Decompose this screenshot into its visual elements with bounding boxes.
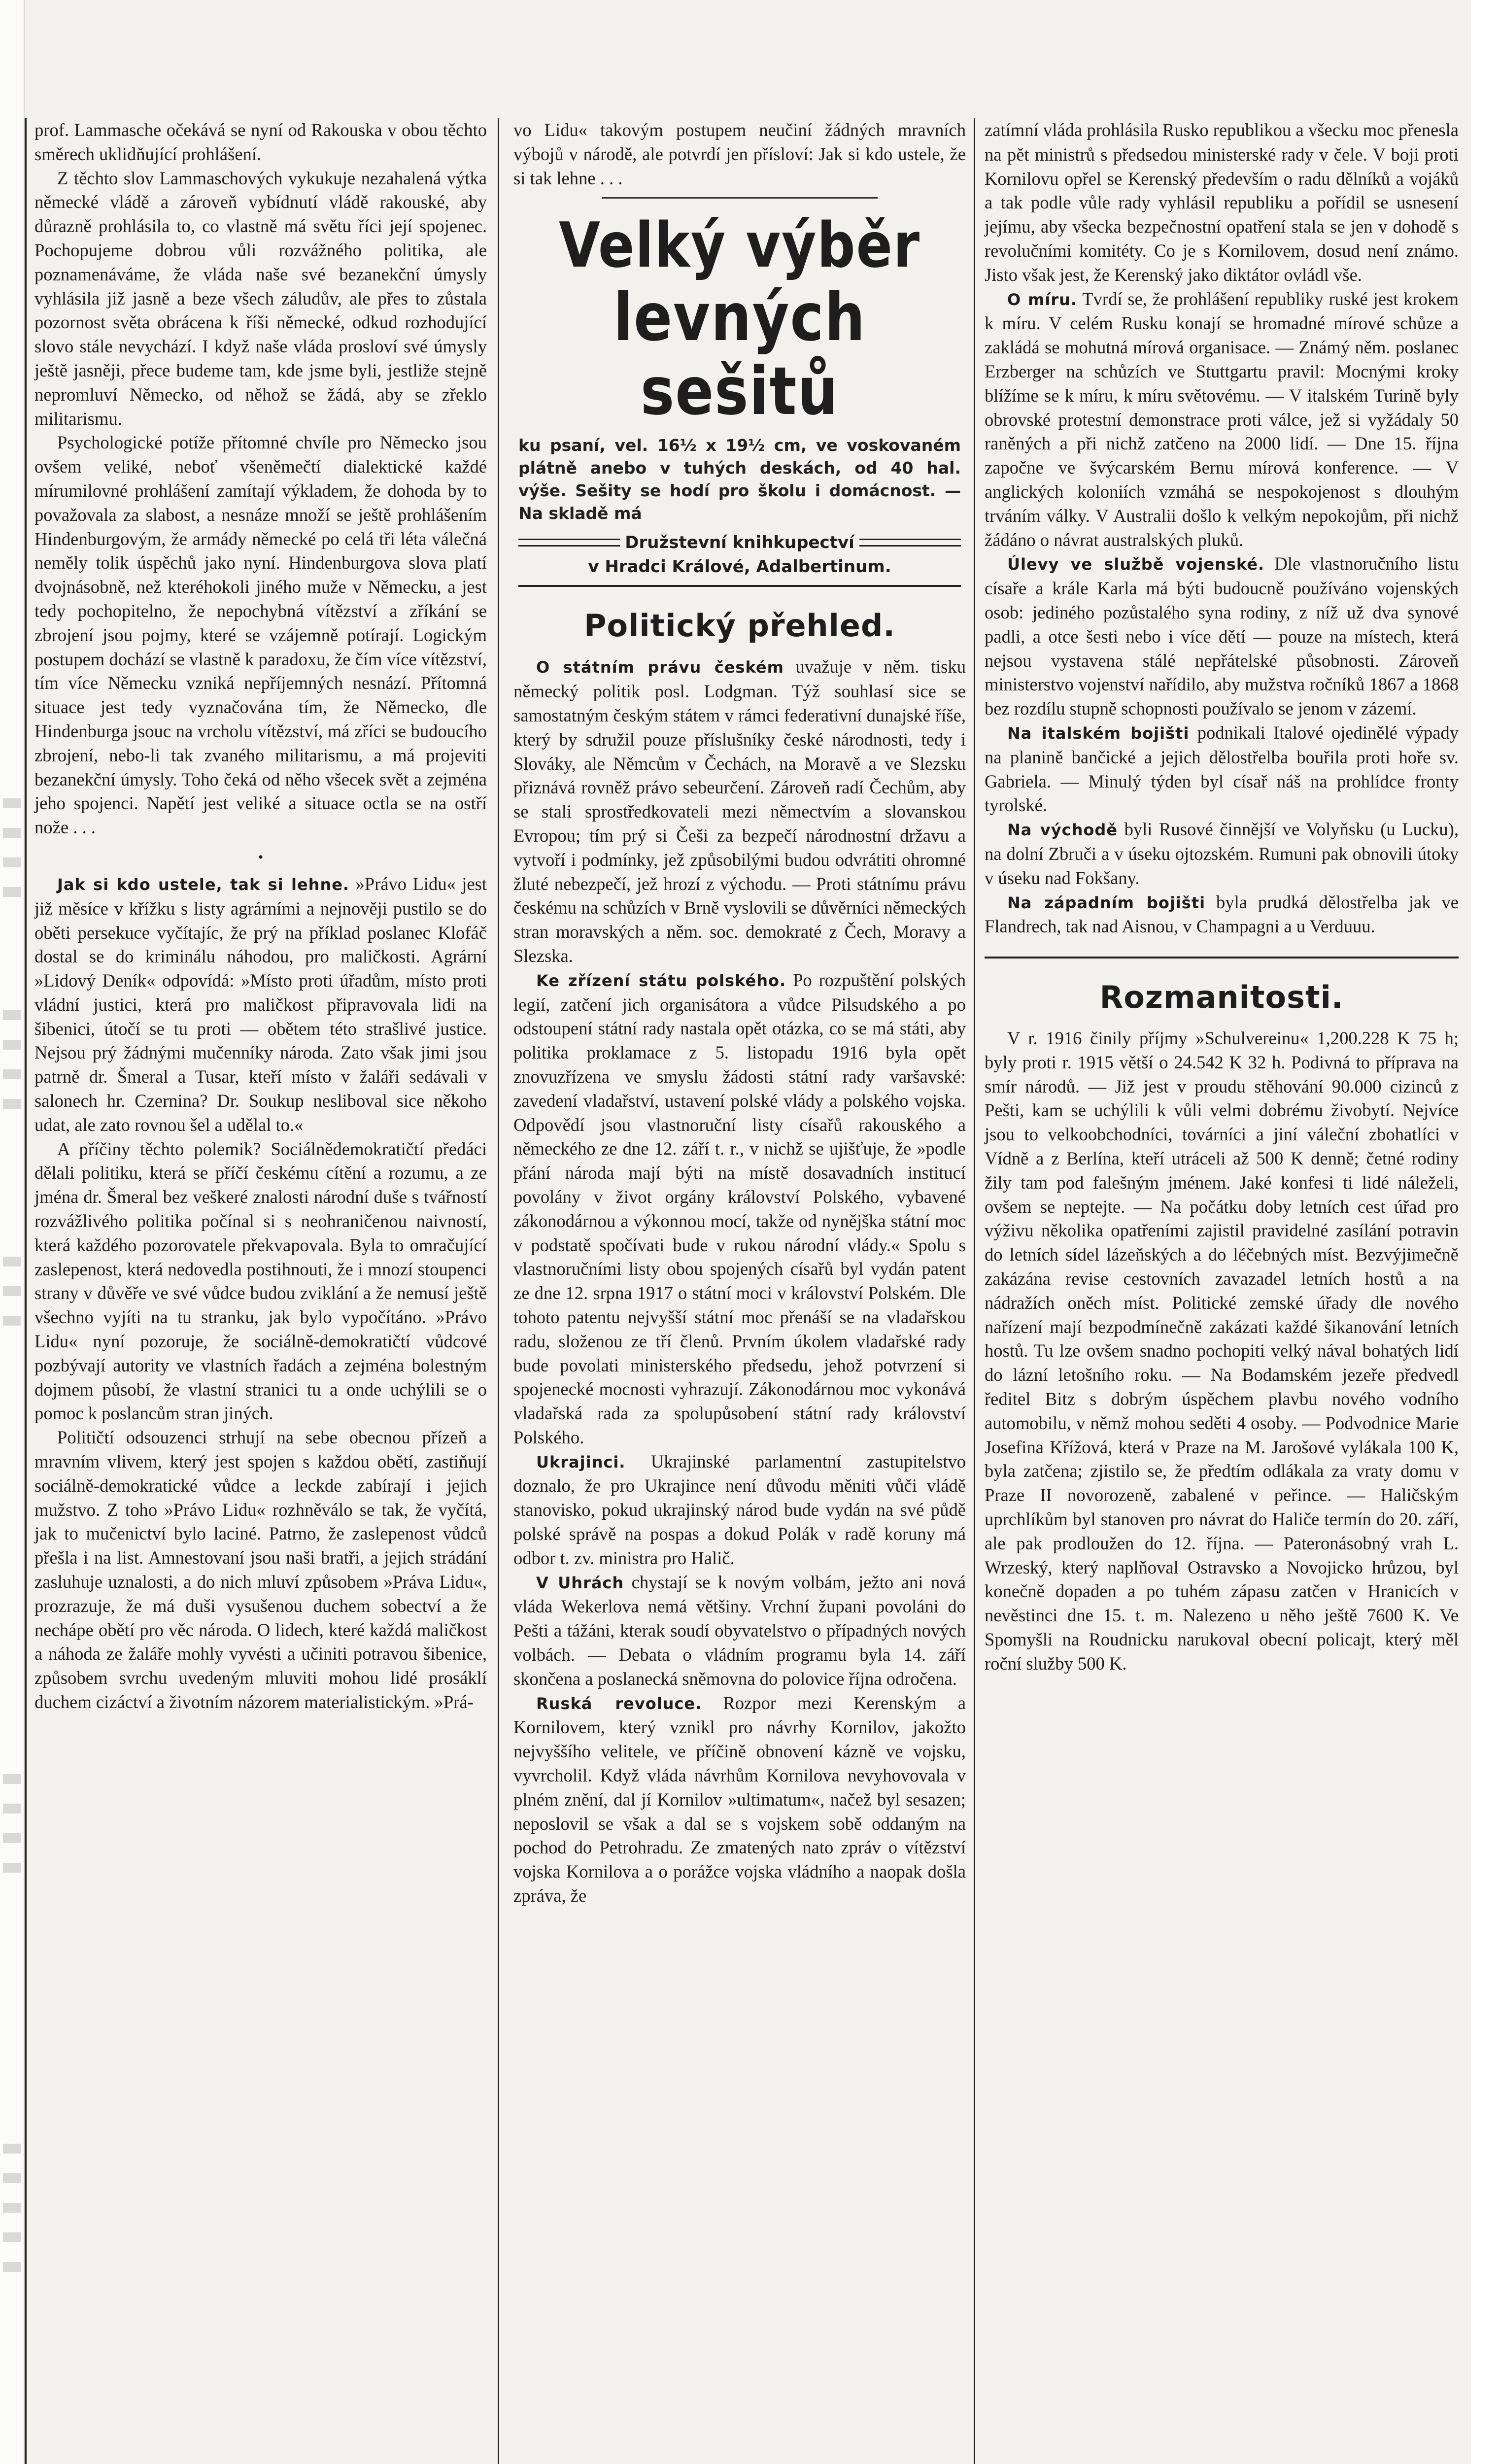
facing-page-bleed bbox=[0, 0, 25, 2464]
news-text: Tvrdí se, že prohlášení republiky ruské jest krokem k míru. V celém Rusku konají se hromadné mírové schůze a zakládá se mohutná mírová organisace. — Známý něm. poslanec Erzberger na schůzích ve Stuttgartu pravil: Mocnými kroky blížíme se k míru, k míru světovému. — V italském Turině byly obrovské protestní demonstrace proti válce, jež si vyžádaly 50 raněných a při nichž zatčeno na 2000 lidí. — Dne 15. října započne ve švýcarském Bernu mírová konference. — V anglických koloniích vzmáhá se nespokojenost s dlouhým trváním války. V Australii došlo k velkým nepokojům, při nichž žádáno o návrat australských pluků. bbox=[985, 288, 1459, 550]
news-item bbox=[513, 1571, 966, 1691]
news-item bbox=[985, 287, 1459, 552]
news-text: chystají se k novým volbám, ježto ani nová vláda Wekerlova nemá většiny. Vrchní župani povoláni do Pešti a tážáni, kterak soudí obyvatelstvo o případných nových volbách. — Debata o vládním programu byla 14. září skončena a poslanecká sněmovna do polovice října odročena. bbox=[513, 1572, 966, 1689]
news-text: uvažuje v něm. tisku německý politik posl. Lodgman. Týž souhlasí sice se samostatným českým státem v rámci federativní dunajské říše, který by sdružil pouze příslušníky české národnosti, tedy i Slováky, ale Němcům v Čechách, na Moravě a ve Slezsku přiznává rovněž právo sebeurčení. Zároveň radí Čechům, aby se stali sprostředkovateli mezi němectvím a slovanskou Evropou; tím prý si Češi za bezpečí národnostní državu a vytvoří i podmínky, jež způsobilými budou odvrátiti ohromné žluté nebezpečí, jež hrozí z východu. — Proti státnímu právu českému na schůzích v Brně vyslovili se důvěrníci německých stran moravských a něm. soc. demokraté z Čech, Moravy a Slezska. bbox=[513, 656, 966, 966]
news-text: Dle vlastnoručního listu císaře a krále Karla má býti budoucně používáno vojenských osob: jediného pozůstalého syna rodiny, z níž už dva synové padli, a otce šesti nebo i více dětí — pouze na místech, která nejsou vystavena stálé nepřátelské působnosti. Zároveň ministerstvo vojenství nařídilo, aby mužstva ročníků 1867 a 1868 bez rozdílu stupně schopnosti používalo se jenom v zázemí. bbox=[985, 553, 1459, 719]
news-text: Rozpor mezi Kerenským a Kornilovem, který vznikl pro návrhy Kornilov, jakožto nejvyššího velitele, ve příčině obnovení kázně ve vojsku, vyvrcholil. Když vláda návrhům Kornilova nevyhovovala v plném znění, dal jí Kornilov »ultimatum«, načež byl sesazen; neposlovil se však a dal se s vojskem sobě oddaným na pochod do Petrohradu. Ze zmatených nato zpráv o vítězství vojska Kornilova a o porážce vojska vládního a naopak došla zpráva, že bbox=[513, 1692, 966, 1906]
ad-seller-address: v Hradci Králové, Adalbertinum. bbox=[588, 557, 891, 577]
news-item bbox=[513, 655, 966, 968]
news-item bbox=[513, 1450, 966, 1571]
article-continuation: vo Lidu« takovým postupem neučiní žádných mravních výbojů v národě, ale potvrdí jen přísloví: Jak si kdo ustele, že si tak lehne . . . bbox=[513, 120, 966, 188]
article-paragraph: Psychologické potíže přítomné chvíle pro Německo jsou ovšem veliké, neboť všeněmečtí dialektické každé mírumilovné prohlášení zamítají výkladem, že dohoda by to považovala za slabost, a nesnáze množí se ještě prohlášením Hindenburgovým, že armády německé po celá tři léta válečná neměly tolik úspěchů jako nyní. Hindenburgova slova platí dvojnásobně, než kteréhokoli jiného muže v Německu, a jest tedy pochopitelno, že nepochybná vítězství a zříkání se zbrojení jsou pojmy, které se vzájemně potírají. Logickým postupem dochází se vlastně k paradoxu, že čím více vítězství, tím více Německu vzniká nepříjemných nesnází. Přítomná situace jest tedy vyznačována tím, že Německo, dle Hindenburga jsouc na vrcholu vítězství, má zříci se budoucího zbrojení, nebo-li tak zvaného militarismu, a má projeviti bezanekční úmysly. Toho čeká od něho všecek svět a zejména jeho spojenci. Napětí jest veliké a situace octla se na ostří nože . . . bbox=[34, 432, 487, 838]
ad-seller-bar bbox=[518, 532, 961, 553]
news-item bbox=[985, 118, 1459, 287]
column-divider-1 bbox=[498, 118, 499, 2464]
news-lead-in: Ruská revoluce. bbox=[536, 1694, 702, 1713]
news-item bbox=[985, 818, 1459, 890]
news-lead-in: Na západním bojišti bbox=[1007, 893, 1206, 912]
column-3 bbox=[985, 118, 1459, 1676]
section-star-divider: • bbox=[258, 849, 264, 865]
news-item bbox=[513, 1691, 966, 1908]
advertisement bbox=[513, 210, 966, 587]
news-item bbox=[985, 721, 1459, 818]
news-text: byli Rusové činnější ve Volyňsku (u Lucku), na dolní Zbruči a v úseku ojtozském. Rumuni pak obnovili útoky v úseku nad Fokšany. bbox=[985, 819, 1459, 888]
column-2 bbox=[513, 118, 966, 1908]
news-text: podnikali Italové ojedinělé výpady na planině bančické a jejich dělostřelba bouřila proti hoře sv. Gabriela. — Minulý týden byl císař náš na prohlídce fronty tyrolské. bbox=[985, 722, 1459, 816]
section-title-political: Politický přehled. bbox=[584, 608, 895, 644]
news-lead-in: O státním právu českém bbox=[536, 658, 784, 677]
news-item bbox=[513, 968, 966, 1450]
ad-bottom-rule bbox=[518, 585, 961, 587]
news-lead-in: Na italském bojišti bbox=[1007, 723, 1190, 743]
miscellany-text: V r. 1916 činily příjmy »Schulvereinu« 1,200.228 K 75 h; byly proti r. 1915 větší o 24.542 K 32 h. Podivná to příprava na smír národů. — Již jest v proudu stěhování 90.000 cizinců z Pešti, kam se uchýlili k vůli velmi dobrému živobytí. Nejvíce jsou to velkoobchodníci, továrníci a jiní váleční zbohatlíci v Vídně a z Berlína, kteří utráceli až 500 K denně; četné rodiny žily tam pod falešným jménem. Jaké konfesi ti lidé náleželi, ovšem se neptejte. — Na počátku doby letních cest úřad pro výživu několika opatřeními zajistil pravidelné zasílání potravin do letních sídel lázeňských a do léčebných míst. Bezvýjimečně zakázána revise cestovních zavazadel letních hostů a na nádražích oněch míst. Politické zemské úřady dle nového nařízení mají bezpodmínečně zakázati každé šikanování letních hostů. Tu lze ovšem snadno pochopiti velký nával bohatých lidí do lázní letošního roku. — Na Bodamském jezeře předvedl ředitel Bitz s dobrým úspěchem plavbu nového vodního automobilu, v němž mohou seděti 4 osoby. — Podvodnice Marie Josefina Křížová, která v Praze na M. Jarošové vylákala 100 K, byla zatčena; zjistilo se, že předtím odlákala za vraty domu v Praze II novorozeně, zabalené v peřince. — Haličským uprchlíkům byl stanoven pro návrat do Haliče termín do 20. září, ale pak prodloužen do 12. října. — Pateronásobný vrah L. Wrzeský, který naplňoval Ostravsko a Novojicko hrůzou, byl konečně dopaden a po tuhém zápasu zatčen v Hranicích v nevěstinci dne 15. t. m. Nalezeno u něho ještě 7600 K. Ve Spomyšli na Roudnicku narukoval obecní policajt, který měl roční služby 500 K. bbox=[985, 1028, 1459, 1674]
news-lead-in: V Uhrách bbox=[536, 1573, 624, 1592]
section-rule bbox=[985, 957, 1459, 958]
article-text: »Právo Lidu« jest již měsíce v křížku s listy agrárními a nejnověji pustilo se do oběti persekuce vyčítajíc, že prý na příklad poslanec Klofáč dostal se do kriminálu náhodou, pro maličkosti. Agrární »Lidový Deník« odpovídá: »Místo proti úřadům, místo proti vládní justici, která pro maličkost připravovala lidi na šibenici, útočí se tu proti — obětem této strašlivé justice. Nejsou prý žádnými mučenníky národa. Zato však jimi jsou patrně dr. Šmeral a Tusar, kteří místo v žaláři sedávali v salonech hr. Czernina? Dr. Soukup nesliboval sice někoho udat, ale zato rovnou šel a udělal to.« bbox=[34, 873, 487, 1135]
ad-body-text: ku psaní, vel. 16½ x 19½ cm, ve voskovaném plátně anebo v tuhých deskách, od 40 hal. výše. Sešity se hodí pro školu i domácnost. — Na skladě má bbox=[518, 436, 961, 523]
news-lead-in: Úlevy ve službě vojenské. bbox=[1007, 555, 1265, 574]
article-paragraph: prof. Lammasche očekává se nyní od Rakouska v obou těchto směrech uklidňující prohlášení. bbox=[34, 120, 487, 164]
news-lead-in: Ke zřízení státu polského. bbox=[536, 971, 786, 990]
news-item bbox=[985, 890, 1459, 939]
ad-title-line-2: levných sešitů bbox=[613, 279, 866, 430]
news-text: Ukrajinské parlamentní zastupitelstvo doznalo, že pro Ukrajince není důvodu měniti vůči vládě stanovisko, pokud ukrajinský národ bude vydán na své půdě polské správě na pospas a dokud Polák v radě koruny má odbor t. zv. ministra pro Halič. bbox=[513, 1451, 966, 1568]
ad-seller-name: Družstevní knihkupectví bbox=[625, 533, 854, 553]
news-text: zatímní vláda prohlásila Rusko republikou a všecku moc přenesla na pět ministrů s předsedou ministerské rady v čele. V boji proti Kornilovu opřel se Kerenský především o radu dělníků a vojáků a tak podle vůle rady vyhlásil republiku a pořídil se usnesení jejímu, aby všecka bezpečnostní opatření stala se jen v dohodě s revolučními komitéty. Co je s Kornilovem, dosud není známo. Jisto však jest, že Kerenský jako diktátor ovládl vše. bbox=[985, 120, 1459, 285]
news-item bbox=[985, 552, 1459, 721]
column-divider-2 bbox=[974, 118, 975, 2464]
article-paragraph: Političtí odsouzenci strhují na sebe obecnou přízeň a mravním vlivem, který jest spojen s každou obětí, zastiňují sociálně-demokratické vůdce a leckde zabírají i jejich mužstvo. Z toho »Právo Lidu« rozhněválo se tak, že vyčítá, jak to mučenictví bylo laciné. Patrno, že zaslepenost vůdců přešla i na list. Amnestovaní jsou naši bratři, a jejich strádání zasluhuje uznalosti, a do nich mluví způsobem »Práva Lidu«, prozrazuje, že má duši vysušenou duchem sobectví a že nechápe obětí pro věc národa. O lidech, které každá maličkost a náhoda ze žaláře mohly vyvésti a učiniti potravou šibenice, způsobem svrchu uvedeným mluviti mohou lidé prosáklí duchem cizáctví a životním názorem materialistickým. »Prá- bbox=[34, 1427, 487, 1712]
left-border-rule bbox=[25, 118, 27, 2464]
article-paragraph bbox=[34, 872, 487, 1137]
separator-line bbox=[602, 197, 878, 199]
article-paragraph: A příčiny těchto polemik? Sociálnědemokratičtí předáci dělali politiku, která se příčí českému cítění a rozumu, a ze jména dr. Šmeral bez veškeré znalosti národní duše s tvářností rozvážlivého politika počínal si s neohraničenou naivností, která každého pozorovatele překvapovala. Byla to omračující zaslepenost, která nedovedla postihnouti, že i mnozí stoupenci strany v důvěře ve své vůdce budou zviklání a že nemusí ještě všechno vyjíti na tu stranku, jak bylo vypočítáno. »Právo Lidu« nyní pozoruje, že sociálně-demokratičtí vůdcové pozbývají autority ve vlastních řadách a zejména bolestným dojmem působí, že vlastní stranici tu a onde uchýlili se o pomoc k poslancům stran jiných. bbox=[34, 1138, 487, 1424]
section-title-miscellany: Rozmanitosti. bbox=[1099, 979, 1344, 1016]
news-text: Po rozpuštění polských legií, zatčení jich organisátora a vůdce Pilsudského a po odstoupení státní rady nastala opět otázka, co se má státi, aby politika proklamace z 5. listopadu 1916 byla opět znovuzřízena ve smyslu žádosti státní rady varšavské: zavedení vladařství, ustavení polské vlády a polského vojska. Odpovědí jsou vlastnoruční listy císařů rakouského a německého ze dne 12. září t. r., v nichž se ujišťuje, že »podle přání národa mají býti na místě dosavadních institucí povolány v život orgány království Polského, vybavené zákonodárnou a výkonnou mocí, takže od nynějška státní moc v podstatě spočívati bude v rukou národní vlády.« Spolu s vlastnoručními listy obou spojených císařů byl vydán patent ze dne 12. srpna 1917 o státní moci v království Polském. Dle tohoto patentu nejvyšší státní moc přenáší se na vladařskou radu, složenou ze tří členů. Prvním úkolem vladařské rady bude povolati ministerského předsedu, jehož potvrzení si spojenecké mocnosti vyhrazují. Zákonodárnou moc vykonává vladařská rada za spolupůsobení státní rady království Polského. bbox=[513, 969, 966, 1447]
article-heading-inline: Jak si kdo ustele, tak si lehne. bbox=[57, 875, 350, 894]
article-paragraph: Z těchto slov Lammaschových vykukuje nezahalená výtka německé vládě a zároveň vybídnutí vládě rakouské, aby důrazně prohlásila to, co vlastně má světu říci její spojenec. Pochopujeme dobrou vůli rozvážného politika, ale poznamenáváme, že vláda naše své bezanekční úmysly vyhlásila již jasně a beze všech záludův, ale přes to zůstala pozornost světa obrácena k říši německé, odkud rozhodující slovo stále nevychází. I když naše vláda prosloví své úmysly ještě jasněji, přece budeme tam, kde jsme byli, jestliže stejně nepromluví Německo, od něhož se žádá, aby se zřeklo militarismu. bbox=[34, 168, 487, 429]
news-text: byla prudká dělostřelba jak ve Flandrech, tak nad Aisnou, v Champagni a u Verduuu. bbox=[985, 891, 1459, 937]
news-lead-in: Na východě bbox=[1007, 821, 1118, 840]
right-margin bbox=[1471, 0, 1499, 2464]
ad-title-line-1: Velký výběr bbox=[559, 209, 920, 282]
column-1 bbox=[34, 118, 487, 1714]
news-lead-in: O míru. bbox=[1007, 290, 1078, 309]
news-lead-in: Ukrajinci. bbox=[536, 1452, 626, 1472]
